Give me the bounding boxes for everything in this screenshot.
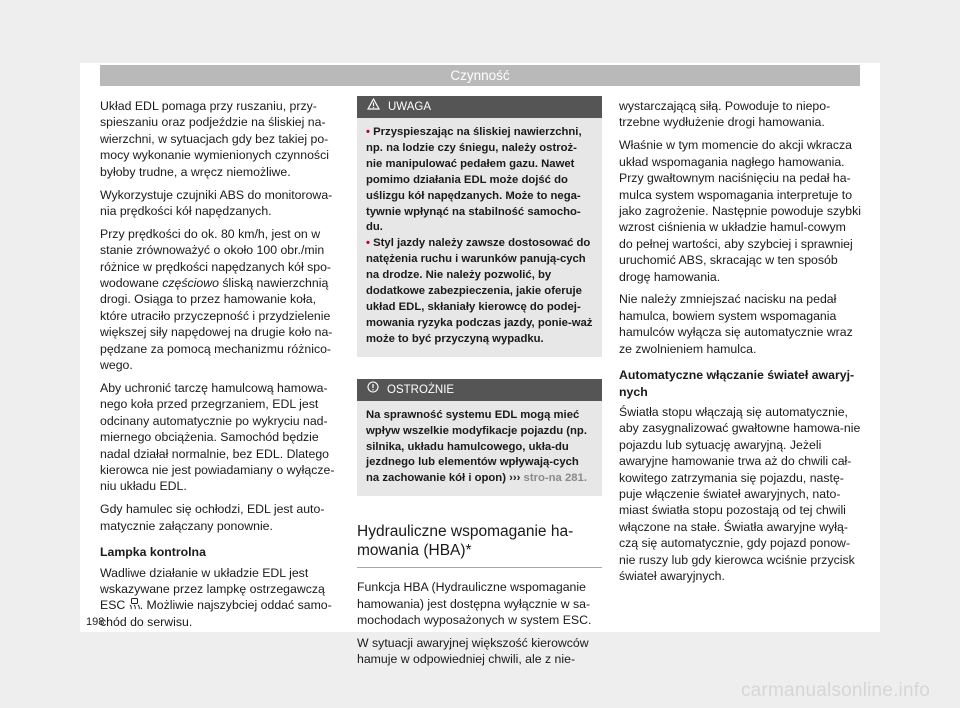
warning-box-header bbox=[357, 96, 602, 118]
caution-box bbox=[357, 379, 602, 497]
section-title: Hydrauliczne wspomaganie ha-mowania (HBA)* bbox=[357, 518, 602, 568]
paragraph: Przy prędkości do ok. 80 km/h, jest on w stanie zrównoważyć o około 100 obr./min różnice w prędkości napędzanych kół spo-wodowane częściowo śliską nawierzchnią drogi. Osiąga to przez hamowanie koła, które utraciło przyczepność i przydzielenie większej siły napędowej na drugie koło na-pędzane za pomocą mechanizmu różnico-wego. bbox=[100, 226, 333, 373]
paragraph: Aby uchronić tarczę hamulcową hamowa-nego koła przed przegrzaniem, EDL jest odcinany automatycznie po wykryciu nad-miernego obciążenia. Samochód będzie nadal działał normalnie, bez EDL. Dlatego kierowca nie jest powiadamiany o wyłącze-niu układu EDL. bbox=[100, 381, 335, 494]
paragraph: wystarczającą siłą. Powoduje to niepo-trzebne wydłużenie drogi hamowania. bbox=[619, 99, 831, 130]
exclamation-circle-icon bbox=[367, 379, 379, 401]
warning-triangle-icon bbox=[367, 96, 380, 118]
warning-box-title: UWAGA bbox=[388, 101, 432, 113]
list-item: • Styl jazdy należy zawsze dostosować do natężenia ruchu i warunków panują-cych na drodze. Nie należy pozwolić, by dodatkowe zabezpieczenia, jakie oferuje układ EDL, skłaniały kierowcę do podej-mowania ryzyka podczas jazdy, ponie-waż może to być przyczyną wypadku. bbox=[366, 237, 593, 345]
emphasis-text: częściowo bbox=[162, 276, 219, 291]
subheading: Lampka kontrolna bbox=[100, 545, 206, 560]
paragraph: Układ EDL pomaga przy ruszaniu, przy-spieszaniu oraz podjeździe na śliskiej na-wierzchni, w sytuacjach gdy bez takiej po-mocy wykonanie wymienionych czynności byłoby trudne, a wręcz niemożliwe. bbox=[100, 99, 329, 179]
esc-skid-icon bbox=[129, 598, 140, 614]
paragraph: Wykorzystuje czujniki ABS do monitorowa-nia prędkości kół napędzanych. bbox=[100, 187, 333, 218]
paragraph: Funkcja HBA (Hydrauliczne wspomaganie hamowania) jest dostępna wyłącznie w sa-mochodach wyposażonych w system ESC. bbox=[357, 580, 592, 628]
caution-box-title: OSTROŻNIE bbox=[387, 383, 455, 396]
cross-reference-arrows: ››› bbox=[509, 472, 521, 485]
paragraph: Nie należy zmniejszać nacisku na pedał hamulca, bowiem system wspomagania hamulców wyłącza się automatycznie wraz ze zwolnieniem hamulca. bbox=[619, 292, 853, 356]
paragraph: Światła stopu włączają się automatycznie, aby zasygnalizować gwałtowne hamowa-nie pojazdu lub sytuację awaryjną. Jeżeli awaryjne hamowanie trwa aż do chwili cał-kowitego zatrzymania się pojazdu, nastę-puje włączenie świateł awaryjnych, nato-miast światła stopu pozostają od tej chwili włączone na stałe. Światła awaryjne wyłą-czą się automatycznie, gdy pojazd ponow-nie ruszy lub gdy kierowca wciśnie przycisk świateł awaryjnych. bbox=[619, 404, 861, 583]
warning-box bbox=[357, 96, 602, 357]
watermark: carmanualsonline.info bbox=[740, 680, 930, 701]
page-header: Czynność bbox=[100, 65, 860, 86]
column-right bbox=[619, 98, 861, 591]
caution-box-header bbox=[357, 379, 602, 401]
page-number: 198 bbox=[86, 616, 105, 628]
paragraph: Właśnie w tym momencie do akcji wkracza układ wspomagania nagłego hamowania. Przy gwałtownym naciśnięciu na pedał ha-mulca system wspomagania interpretuje to jako zagrożenie. Następnie powoduje szybki wzrost ciśnienia w układzie hamul-cowym do pełnej wartości, aby szybciej i sprawniej uruchomić ABS, skracając w ten sposób drogę hamowania. bbox=[619, 138, 861, 284]
caution-box-body: Na sprawność systemu EDL mogą mieć wpływ wszelkie modyfikacje pojazdu (np. silnika, układu hamulcowego, ukła-du jezdnego lub elementów wpływają-cych na zachowanie kół i opon) ››› stro-na 281. bbox=[357, 401, 602, 497]
column-middle bbox=[357, 98, 602, 674]
list-item: • Przyspieszając na śliskiej nawierzchni, np. na lodzie czy śniegu, należy ostroż-nie manipulować pedałem gazu. Nawet pomimo działania EDL może dojść do uślizgu kół napędzanych. Może to nega-tywnie wpłynąć na stabilność samocho-du. bbox=[366, 126, 582, 234]
column-left bbox=[100, 98, 338, 637]
paragraph: W sytuacji awaryjnej większość kierowców hamuje w odpowiedniej chwili, ale z nie- bbox=[357, 635, 589, 667]
subheading: Automatyczne włączanie świateł awaryj-nych bbox=[619, 368, 855, 399]
paragraph: Gdy hamulec się ochłodzi, EDL jest auto-matycznie załączany ponownie. bbox=[100, 502, 325, 533]
warning-box-body bbox=[357, 118, 602, 357]
cross-reference-link[interactable]: stro-na 281. bbox=[520, 472, 587, 485]
paragraph: Wadliwe działanie w układzie EDL jest wskazywane przez lampkę ostrzegawczą ESC . Możliwie najszybciej oddać samo-chód do serwisu. bbox=[100, 565, 332, 630]
manual-page bbox=[80, 63, 880, 667]
